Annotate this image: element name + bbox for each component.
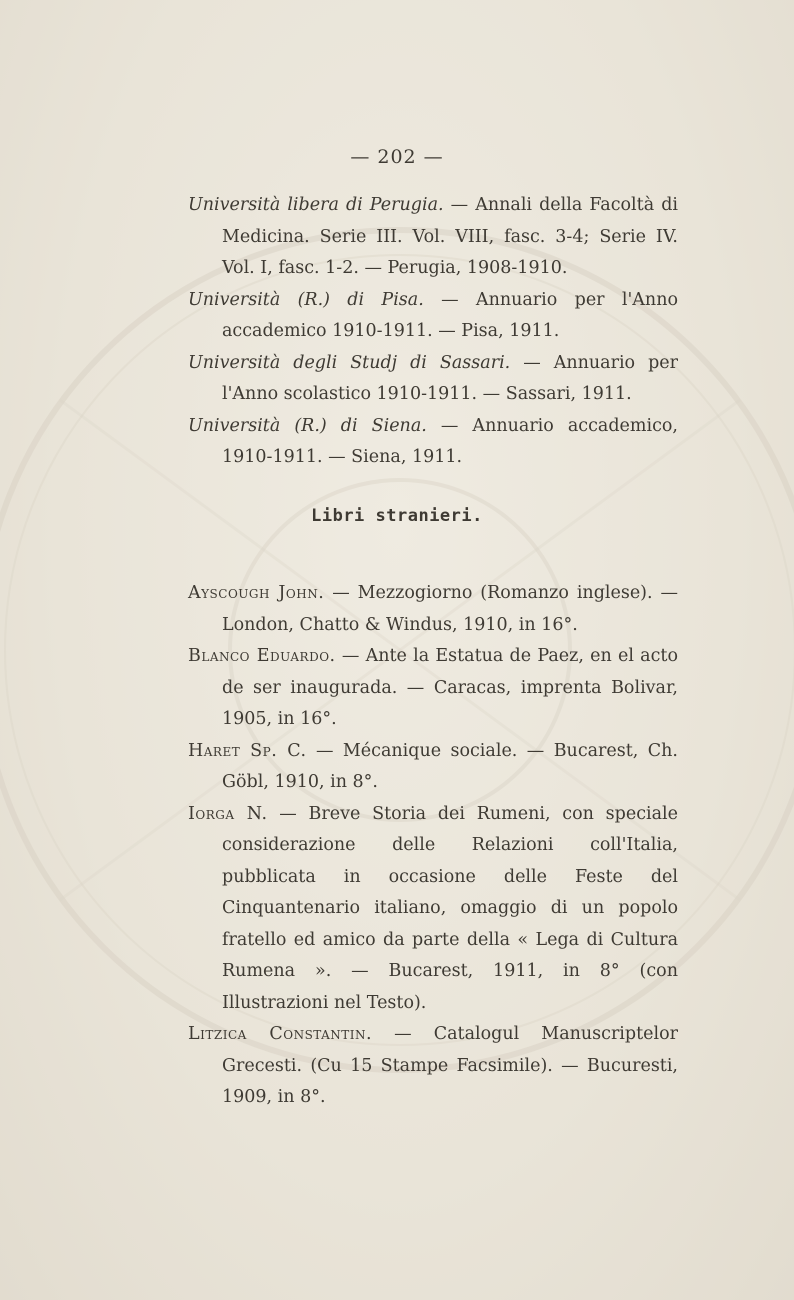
entry-details: — Ante la Estatua de Paez, en el acto de ser inaugurada. — Caracas, imprenta Bolivar, 1905, in 16°. <box>222 646 678 729</box>
list-item <box>188 641 678 736</box>
institution-name: Università (R.) di Siena. <box>188 415 427 436</box>
institutional-publications-list <box>188 190 678 474</box>
author-name: Blanco Eduardo. <box>188 646 336 666</box>
entry-details: — Catalogul Manuscriptelor Grecesti. (Cu 15 Stampe Facsimile). — Bucuresti, 1909, in 8°. <box>222 1024 678 1107</box>
institution-name: Università libera di Perugia. <box>188 195 444 215</box>
list-item <box>188 578 678 641</box>
institution-name: Università (R.) di Pisa. <box>188 289 424 310</box>
page-number: — 202 — <box>350 146 444 168</box>
list-item <box>188 736 678 799</box>
list-item <box>188 190 678 285</box>
list-item <box>188 1019 678 1114</box>
list-item <box>188 348 678 411</box>
list-item <box>188 799 678 1020</box>
author-name: Iorga N. <box>188 803 268 824</box>
author-name: Litzica Constantin. <box>188 1024 373 1044</box>
author-name: Haret Sp. C. <box>188 740 307 761</box>
entry-details: — Mezzogiorno (Romanzo inglese). — London, Chatto & Windus, 1910, in 16°. <box>222 583 678 635</box>
section-heading: Libri stranieri. <box>311 506 483 526</box>
list-item <box>188 285 678 348</box>
list-item <box>188 411 678 474</box>
entry-details: — Annuario per l'Anno accademico 1910-1911. — Pisa, 1911. <box>222 289 678 341</box>
entry-details: — Annali della Facoltà di Medicina. Serie III. Vol. VIII, fasc. 3-4; Serie IV. Vol. I, fasc. 1-2. — Perugia, 1908-1910. <box>222 195 678 278</box>
institution-name: Università degli Studj di Sassari. <box>188 352 511 373</box>
foreign-books-list <box>188 578 678 1114</box>
entry-details: — Annuario accademico, 1910-1911. — Siena, 1911. <box>222 415 678 467</box>
entry-details: — Mécanique sociale. — Bucarest, Ch. Göbl, 1910, in 8°. <box>222 740 678 792</box>
entry-details: — Annuario per l'Anno scolastico 1910-1911. — Sassari, 1911. <box>222 352 678 404</box>
entry-details: — Breve Storia dei Rumeni, con speciale considerazione delle Relazioni coll'Italia, pubblicata in occasione delle Feste del Cinquantenario italiano, omaggio di un popolo fratello ed amico da parte della « Lega di Cultura Rumena ». — Bucarest, 1911, in 8° (con Illustrazioni nel Testo). <box>222 803 678 1013</box>
author-name: Ayscough John. <box>188 583 325 603</box>
